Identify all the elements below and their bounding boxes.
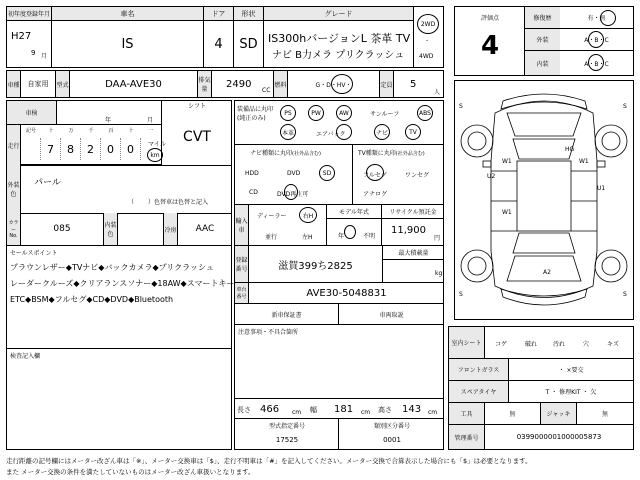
odo-header-4: 百 <box>108 128 114 134</box>
damage-a2: A2 <box>543 269 551 276</box>
sales-label: セールスポイント <box>10 250 58 257</box>
import-right-h: 右H <box>299 207 317 223</box>
odo-digit-5: 0 <box>121 138 141 160</box>
inspection-label: 車検 <box>7 101 57 125</box>
drive-dash: - <box>426 37 429 44</box>
spare-opts: T ・ 修理KIT ・ 欠 <box>509 381 633 403</box>
car-diagram <box>454 80 634 320</box>
first-reg-label: 初年度登録年月 <box>7 7 52 21</box>
airbag-circle <box>336 124 352 140</box>
odo-digit-1: 7 <box>41 138 61 160</box>
recycle-yen: 円 <box>434 235 441 242</box>
score-cell <box>455 7 525 75</box>
repair-circle <box>600 10 616 26</box>
color-paren: （ <box>128 199 135 206</box>
recycle-cell <box>382 219 444 245</box>
interior-label: 内装 <box>525 51 560 75</box>
seat-opt-2: 破れ <box>525 341 538 348</box>
usage-label-1: 車種 <box>7 81 20 89</box>
chassis-value: AVE30-5048831 <box>306 287 387 299</box>
color-note: ）色替車は色替と記入 <box>148 199 209 206</box>
reg-month: 9 <box>31 49 36 57</box>
odo-header-5: 十 <box>128 128 134 134</box>
tool-value: 無 <box>485 403 541 425</box>
damage-u1: U1 <box>597 185 606 192</box>
type-label: 型式 <box>56 71 70 97</box>
navi-cd: CD <box>249 189 258 196</box>
glass-opts: ・ ×要交 <box>509 359 633 381</box>
grade-cell <box>264 21 414 67</box>
drive-4wd: 4WD <box>419 53 434 60</box>
repair-opts <box>560 7 633 29</box>
interior-options: A・B・C <box>584 60 609 68</box>
odo-digit-3: 2 <box>81 138 101 160</box>
month-unit: 月 <box>41 53 48 60</box>
chassis-label: 車台番号 <box>235 283 249 303</box>
car-outline <box>455 81 633 319</box>
capacity-value: 5 <box>410 79 417 90</box>
recycle-value: 11,900 <box>391 225 426 236</box>
fuel-cell <box>288 71 380 97</box>
odo-label: 走行 <box>7 125 21 165</box>
score-label: 評価点 <box>480 15 499 22</box>
interior-opts <box>560 51 633 75</box>
s-mark-4: S <box>623 291 627 298</box>
equip-abs: ABS <box>417 105 433 121</box>
inspector-divider <box>7 348 232 349</box>
odo-divider <box>7 165 232 166</box>
recycle-label: リサイクル預託金 <box>382 205 444 219</box>
mgmt-label: 管理番号 <box>449 425 485 449</box>
notes-divider <box>235 324 444 325</box>
tv-title <box>358 148 425 157</box>
equip-tv: TV <box>405 124 421 140</box>
tv-analog: アナログ <box>363 191 388 198</box>
sales-line3: ETC◆BSM◆フルセグ◆CD◆DVD◆Bluetooth <box>10 295 174 304</box>
era-year: H27 <box>11 31 32 42</box>
shift-value: CVT <box>183 129 211 145</box>
type-value: DAA-AVE30 <box>70 71 198 97</box>
mgmt-value: 0399000001000005873 <box>516 433 602 441</box>
class-label: 類別区分番号 <box>373 423 410 430</box>
displacement-label: 排気量 <box>198 71 212 97</box>
ac-label: 冷房 <box>164 213 178 245</box>
color-no-label: カラーNo. <box>7 213 21 245</box>
s-mark-3: S <box>459 291 463 298</box>
tv-fullseg-circle <box>366 164 384 181</box>
sales-line1: プラウンレザー◆TVナビ◆バックカメラ◆プリクラッシュ <box>10 263 214 272</box>
notes-label: 注意事項・不具合箇所 <box>238 329 299 336</box>
displacement-cell <box>212 71 274 97</box>
plate-value: 滋賀399ち2825 <box>278 260 353 272</box>
equip-aw: AW <box>336 105 352 121</box>
model-year-unit: 年 <box>338 233 345 240</box>
fuel-options: G・D・HV・ <box>315 81 352 89</box>
doors-value: 4 <box>204 21 234 67</box>
exterior-options: A・B・C <box>584 37 609 44</box>
capacity-unit: 人 <box>434 89 441 96</box>
interior-color-value <box>118 213 164 245</box>
max-load-kg: kg <box>435 270 443 277</box>
usage-value: 自家用 <box>21 71 56 97</box>
equip-title: 装備品に丸印 <box>237 106 274 113</box>
height-value: 143 <box>402 404 422 415</box>
odo-digit-2: 8 <box>61 138 81 160</box>
damage-hg: HG <box>565 146 575 153</box>
color-label: 外装色 <box>7 165 21 213</box>
exterior-label: 外装 <box>525 29 560 51</box>
exterior-opts <box>560 29 633 51</box>
model-name: IS <box>52 21 204 67</box>
jack-value: 無 <box>577 403 633 425</box>
score-value: 4 <box>480 31 500 61</box>
footer-line2: また メーター交換の条件を満たしていないものはメーター改ざん車扱いとなります。 <box>6 468 255 476</box>
tv-fullseg: フルセグ <box>363 172 387 179</box>
length-unit: cm <box>292 409 302 416</box>
fuel-hv-circle <box>331 74 353 94</box>
capacity-cell <box>394 71 443 97</box>
width-label: 幅 <box>310 406 317 414</box>
repair-label: 修復歴 <box>525 7 560 29</box>
drive-2wd: 2WD <box>417 14 439 34</box>
model-year-unknown: 不明 <box>363 233 376 240</box>
spare-label: スペアタイヤ <box>449 381 509 403</box>
model-year-label: モデル年式 <box>327 205 382 219</box>
glass-label: フロントガラス <box>449 359 509 381</box>
equip-airbag: エアバック <box>316 131 346 138</box>
equip-pw: PW <box>308 105 324 121</box>
manual-label: 車両取説 <box>379 311 404 319</box>
grade-line1: IS300hバージョンL 茶革 TV <box>268 32 411 45</box>
width-unit: cm <box>361 409 371 416</box>
navi-dvd: DVD <box>287 170 301 177</box>
color-value: パール <box>34 178 61 188</box>
footer-line1: 走行距離の記号欄にはメーター改ざん車は「※」、メーター交換車は「$」、走行不明車は「#」を記入してください。メーター交換で合算表示した場合にも「$」は必要となります。 <box>6 457 532 465</box>
seat-label: 室内シート <box>449 327 485 359</box>
inspection-month-unit: 月 <box>147 117 154 124</box>
import-dealer: ディーラー <box>257 213 287 220</box>
navi-title-sub: (社外品含む) <box>292 151 321 157</box>
odo-header-3: 千 <box>88 128 94 134</box>
tv-title-text: TV種類に丸印 <box>358 150 396 157</box>
navi-title-text: ナビ種類に丸印 <box>250 150 293 157</box>
equip-ps: PS <box>280 105 296 121</box>
length-value: 466 <box>260 404 280 415</box>
s-mark-1: S <box>459 103 463 110</box>
damage-w1-b: W1 <box>579 158 589 165</box>
ac-value: AAC <box>195 224 215 234</box>
height-label: 高さ <box>378 406 392 414</box>
inspection-cell <box>57 101 162 125</box>
import-parallel: 並行 <box>265 234 278 241</box>
tv-title-sub: (社外品含む) <box>395 151 425 157</box>
seat-opt-3: 汚れ <box>553 341 566 348</box>
repair-options: 有・無 <box>587 15 606 22</box>
class-value: 0001 <box>383 436 401 444</box>
odo-header-1: 十 <box>48 128 54 134</box>
odo-header-0: 記号 <box>25 128 36 134</box>
inspection-year-unit: 年 <box>105 117 112 124</box>
navi-sd: SD <box>319 165 335 181</box>
interior-circle <box>588 54 604 71</box>
odo-header-2: 万 <box>68 128 74 134</box>
seat-opt-4: 穴 <box>583 341 590 348</box>
equip-sub: (純正のみ) <box>237 115 266 122</box>
sales-divider <box>7 245 232 246</box>
shift-label: シフト <box>188 103 207 110</box>
usage-label <box>7 71 21 97</box>
jack-label: ジャッキ <box>541 403 577 425</box>
km-circle: km <box>147 148 163 162</box>
equip-navi: ナビ <box>374 124 390 140</box>
interior-color-label: 内装色 <box>104 213 118 245</box>
tool-label: 工具 <box>449 403 485 425</box>
length-label: 長さ <box>237 406 251 414</box>
plate-label: 登録番号 <box>235 246 249 282</box>
first-reg-cell <box>7 21 52 67</box>
damage-w1-a: W1 <box>502 158 512 165</box>
odo-digit-0 <box>21 138 41 160</box>
grade-label: グレード <box>264 7 414 21</box>
max-load-cell <box>382 260 444 282</box>
equip-sunroof: サンルーフ <box>370 111 400 118</box>
mile-label: マイル <box>148 141 166 148</box>
s-mark-2: S <box>623 103 627 110</box>
odo-header-6: 一 <box>148 128 154 134</box>
width-value: 181 <box>334 404 354 415</box>
navi-dvd-play: DVD再生可 <box>277 191 309 198</box>
capacity-label: 定員 <box>380 71 394 97</box>
tv-oneseg: ワンセグ <box>405 172 430 179</box>
import-label: 輸入車 <box>235 205 249 245</box>
import-cell <box>249 205 327 245</box>
max-load-label: 最大積載量 <box>382 246 444 260</box>
seat-opt-5: キズ <box>607 341 619 348</box>
doors-label: ドア <box>204 7 234 21</box>
shape-label: 形状 <box>234 7 264 21</box>
color-no-value: 085 <box>21 213 104 245</box>
dims-divider <box>235 398 444 399</box>
damage-u2: U2 <box>487 173 496 180</box>
seat-opt-1: コゲ <box>495 341 508 348</box>
model-cert-value: 17525 <box>275 436 299 444</box>
warranty-label: 新車保証書 <box>235 304 339 324</box>
import-left-h: 左H <box>302 234 313 241</box>
height-unit: cm <box>428 409 438 416</box>
model-name-label: 車名 <box>52 7 204 21</box>
navi-dvdplay-circle <box>284 184 298 200</box>
sales-line2: レーダークルーズ◆クリアランスソナー◆18AW◆スマートキー <box>10 279 235 288</box>
shape-value: SD <box>234 21 264 67</box>
displacement-value: 2490 <box>226 79 252 90</box>
seat-opts <box>485 327 633 359</box>
model-year-circle <box>344 225 356 239</box>
navi-hdd: HDD <box>245 170 259 177</box>
exterior-circle <box>588 31 604 48</box>
model-cert-label: 型式指定番号 <box>268 423 305 430</box>
drive-cell <box>414 7 443 67</box>
fuel-label: 燃料 <box>274 71 288 97</box>
navi-title <box>250 148 321 157</box>
damage-w1-c: W1 <box>502 209 512 216</box>
inspector-label: 検査記入欄 <box>10 353 41 360</box>
equip-leather: 本革 <box>280 124 296 140</box>
odo-digit-4: 0 <box>101 138 121 160</box>
cc-unit: CC <box>262 87 271 94</box>
grade-line2: ナビ B力メラ プリクラッシュ <box>272 50 405 61</box>
